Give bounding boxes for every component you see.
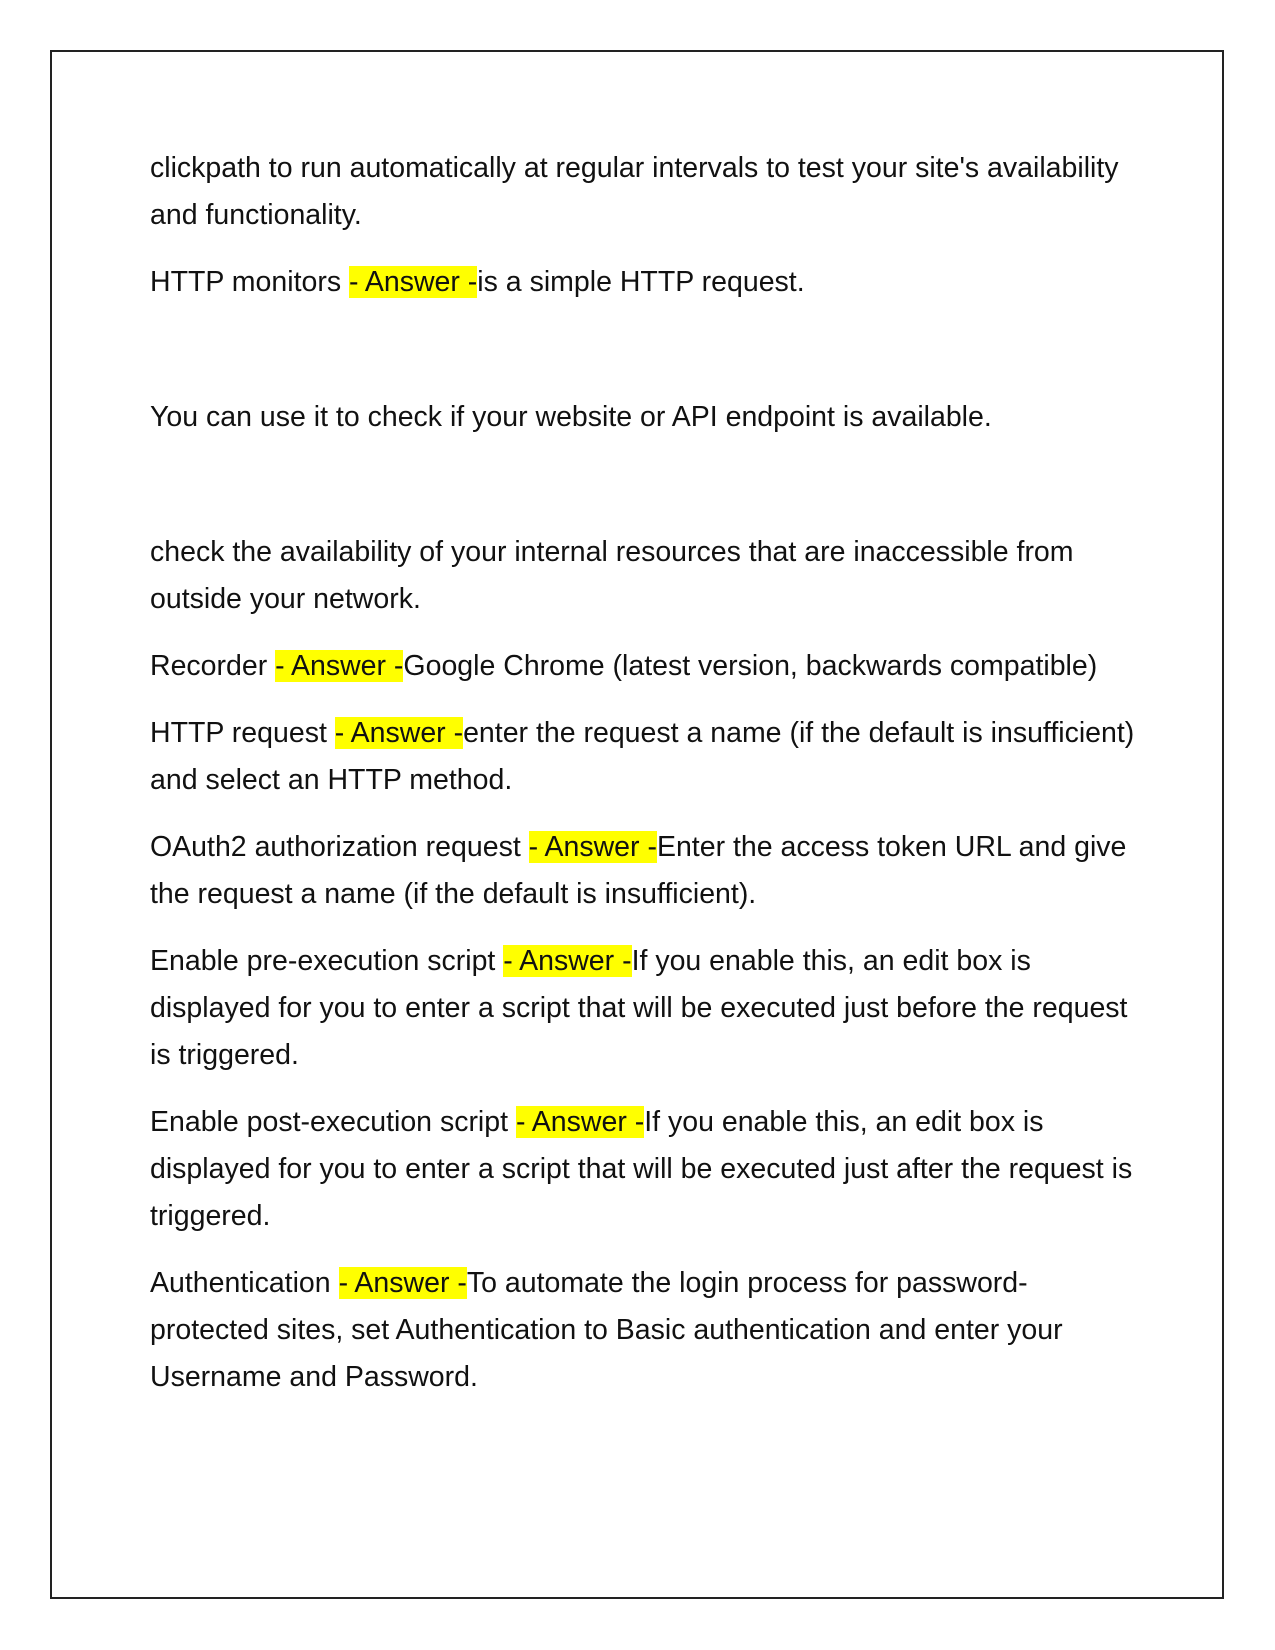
answer-highlight: - Answer - (515, 1106, 645, 1138)
term-label: Enable post-execution script (150, 1106, 516, 1138)
answer-highlight: - Answer - (338, 1267, 467, 1299)
paragraph-text: You can use it to check if your website or API endpoint is available. (150, 401, 992, 433)
answer-text: enter the request a name (if the default is insufficient) and select an HTTP method. (150, 717, 1135, 796)
answer-highlight: - Answer - (528, 831, 657, 863)
paragraph-http-request (150, 710, 1140, 804)
answer-highlight: - Answer - (349, 266, 478, 298)
document-body (150, 145, 1140, 1421)
answer-text: If you enable this, an edit box is displayed for you to enter a script that will be executed just after the request is triggered. (150, 1106, 1133, 1232)
paragraph-internal-resources (150, 529, 1140, 623)
paragraph-text: check the availability of your internal resources that are inaccessible from outside your network. (150, 536, 1074, 615)
answer-text: is a simple HTTP request. (477, 266, 805, 298)
answer-highlight: - Answer - (503, 945, 632, 977)
term-label: HTTP monitors (150, 266, 350, 298)
term-label: OAuth2 authorization request (150, 831, 529, 863)
paragraph-http-monitors (150, 259, 1140, 306)
paragraph-pre-execution (150, 938, 1140, 1079)
term-label: Authentication (150, 1267, 339, 1299)
paragraph-authentication (150, 1260, 1140, 1401)
term-label: Recorder (150, 650, 276, 682)
answer-text: Enter the access token URL and give the request a name (if the default is insufficient). (150, 831, 1127, 910)
paragraph-text: clickpath to run automatically at regular intervals to test your site's availability and functionality. (150, 152, 1119, 231)
paragraph-recorder (150, 643, 1140, 690)
answer-text: Google Chrome (latest version, backwards compatible) (403, 650, 1098, 682)
term-label: HTTP request (150, 717, 335, 749)
paragraph-clickpath (150, 145, 1140, 239)
answer-highlight: - Answer - (275, 650, 404, 682)
answer-highlight: - Answer - (334, 717, 464, 749)
answer-text: If you enable this, an edit box is displayed for you to enter a script that will be executed just before the request is triggered. (150, 945, 1128, 1071)
paragraph-check-website (150, 394, 1140, 441)
term-label: Enable pre-execution script (150, 945, 504, 977)
paragraph-post-execution (150, 1099, 1140, 1240)
answer-text: To automate the login process for password-protected sites, set Authentication to Basic authentication and enter your Username and Password. (150, 1267, 1063, 1393)
paragraph-oauth2 (150, 824, 1140, 918)
